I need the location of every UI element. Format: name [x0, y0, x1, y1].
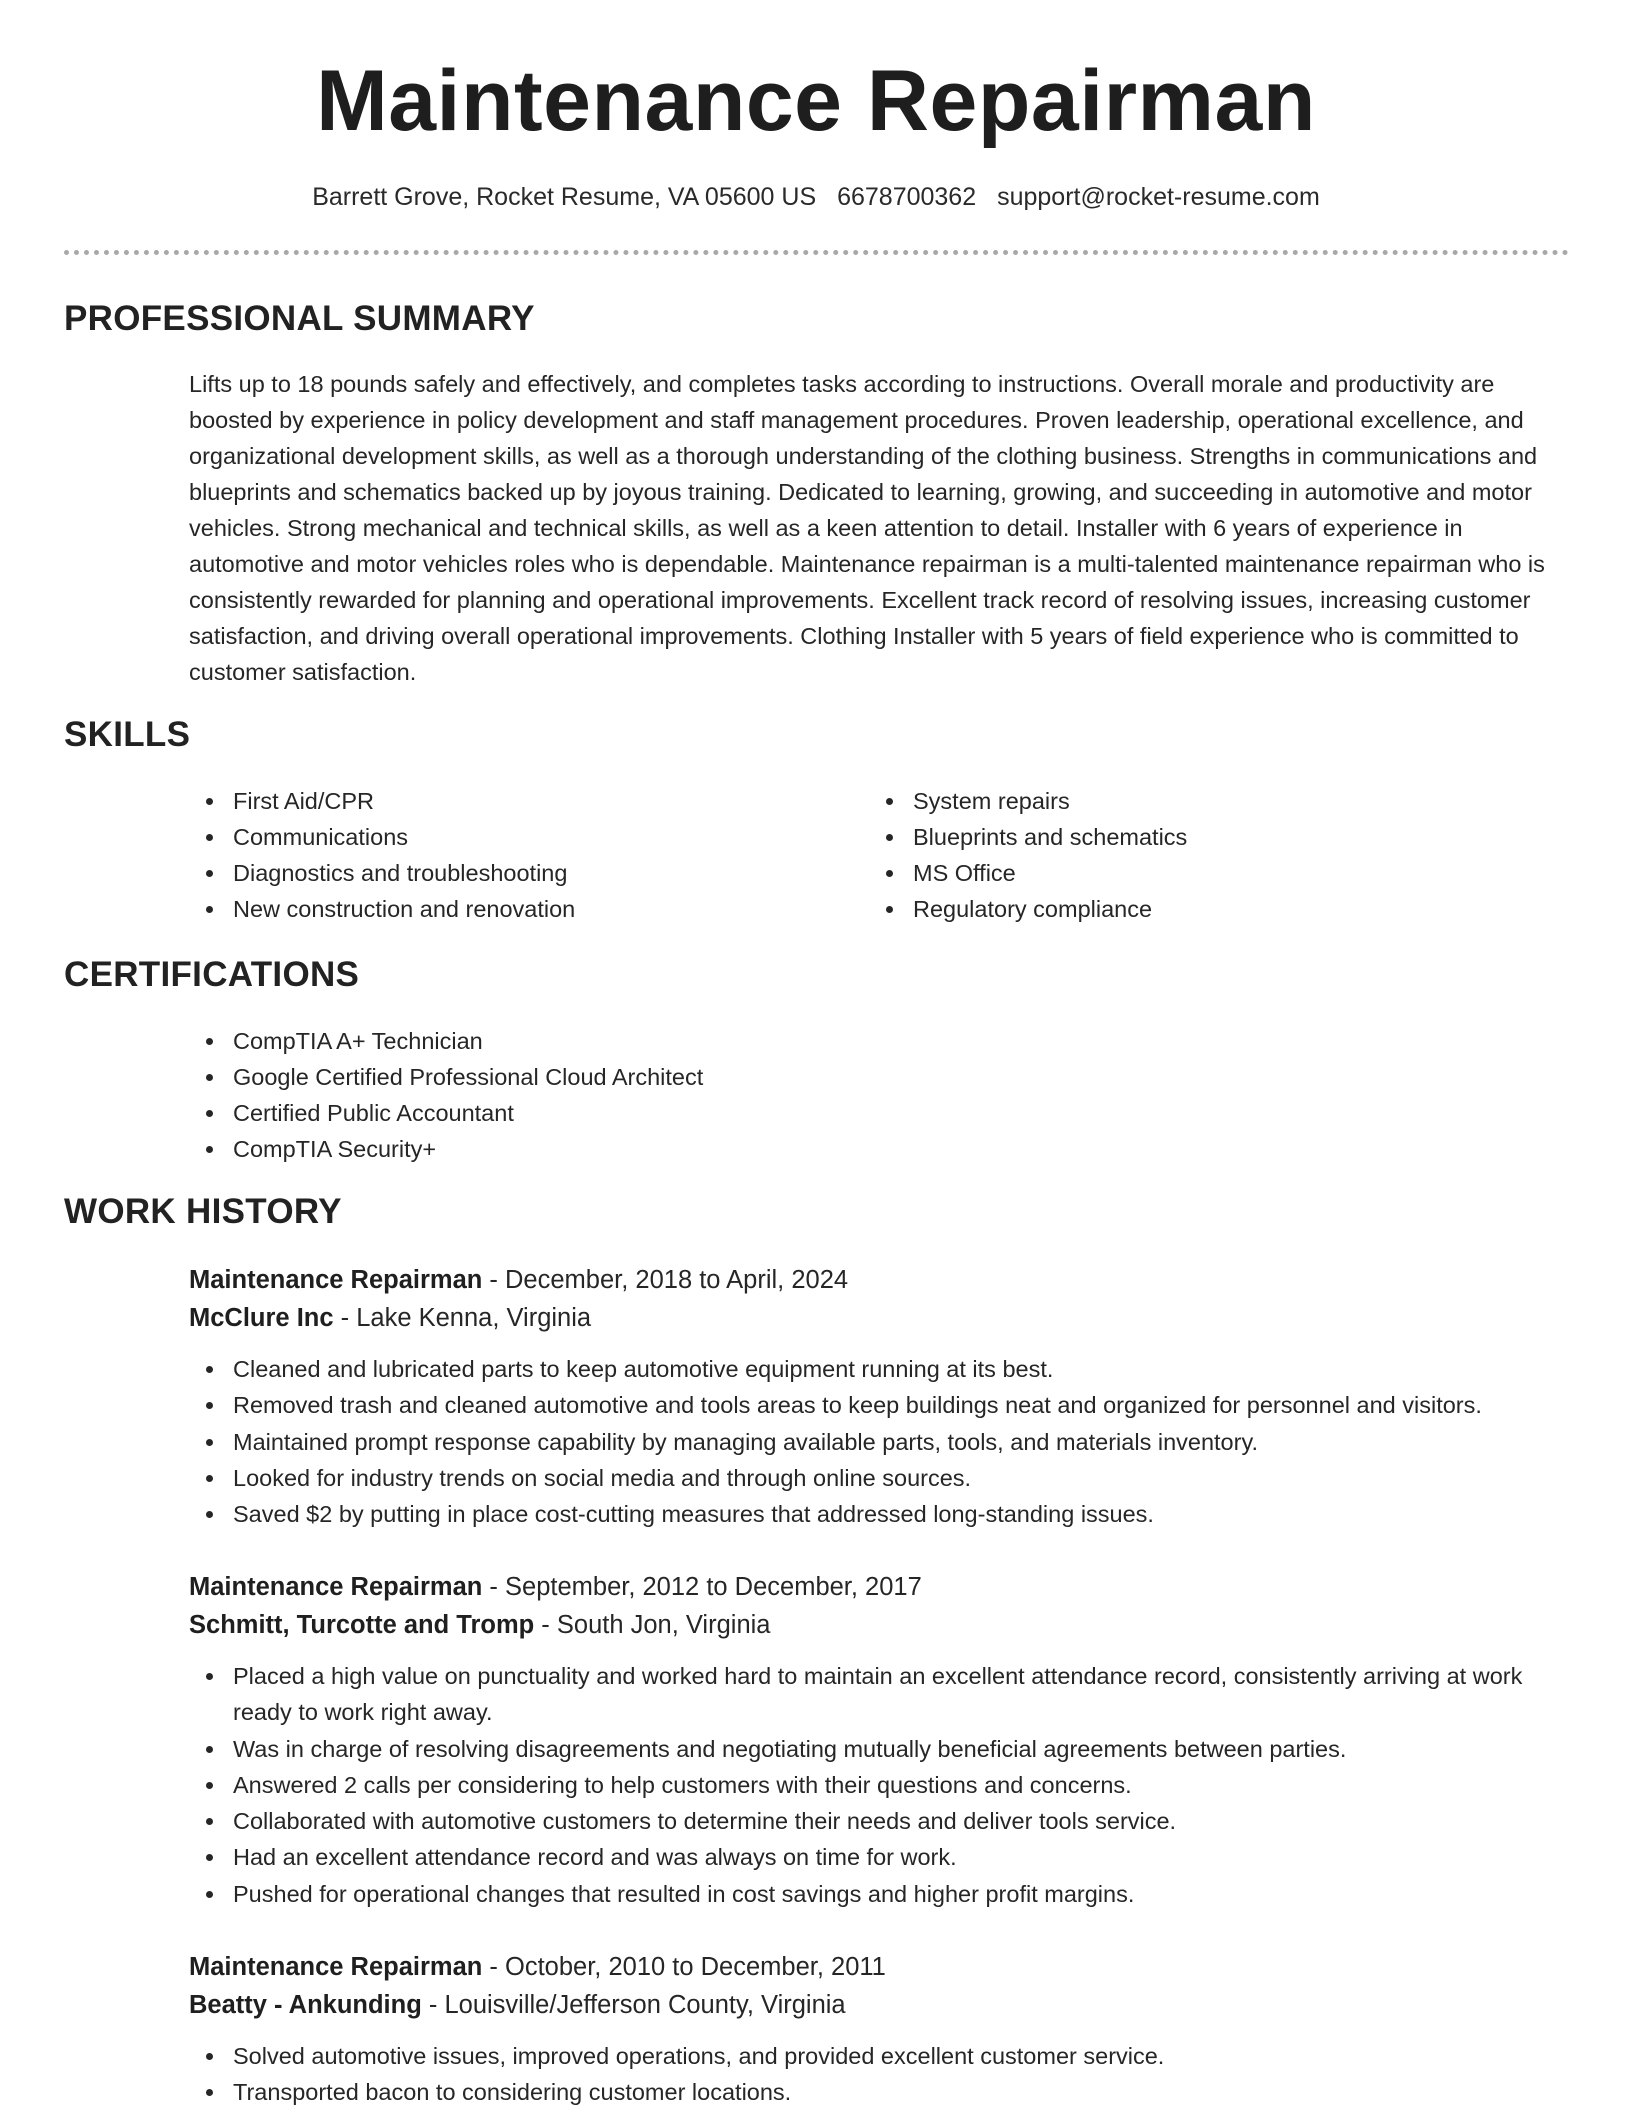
skills-list-left	[189, 783, 849, 927]
contact-line	[0, 182, 1632, 212]
job-location: - South Jon, Virginia	[534, 1611, 771, 1639]
section-title-summary: PROFESSIONAL SUMMARY	[64, 299, 535, 338]
job-entry	[189, 1948, 1584, 2111]
section-title-work-history: WORK HISTORY	[64, 1192, 342, 1231]
job-company-line	[189, 1986, 1584, 2024]
job-bullet: Was in charge of resolving disagreements and negotiating mutually beneficial agreements between parties.	[189, 1731, 1584, 1767]
job-bullets	[189, 2038, 1584, 2111]
certifications-list	[189, 1023, 1189, 1167]
certification-item: CompTIA Security+	[189, 1131, 1189, 1167]
job-bullet: Answered 2 calls per considering to help customers with their questions and concerns.	[189, 1767, 1584, 1803]
job-bullet: Transported bacon to considering customer locations.	[189, 2074, 1584, 2110]
skills-list-right	[869, 783, 1529, 927]
contact-phone: 6678700362	[837, 183, 977, 211]
job-title: Maintenance Repairman	[189, 1573, 483, 1601]
header-divider	[64, 250, 1569, 255]
job-dates: - October, 2010 to December, 2011	[482, 1953, 886, 1981]
job-location: - Lake Kenna, Virginia	[333, 1304, 592, 1332]
skill-item: MS Office	[869, 855, 1529, 891]
job-bullet: Pushed for operational changes that resulted in cost savings and higher profit margins.	[189, 1876, 1584, 1912]
job-dates: - September, 2012 to December, 2017	[482, 1573, 922, 1601]
job-entry	[189, 1261, 1584, 1532]
certification-item: Certified Public Accountant	[189, 1095, 1189, 1131]
job-company-line	[189, 1606, 1584, 1644]
job-company: Schmitt, Turcotte and Tromp	[189, 1611, 535, 1639]
job-location: - Louisville/Jefferson County, Virginia	[421, 1991, 846, 2019]
job-bullets	[189, 1351, 1584, 1532]
job-title-line	[189, 1261, 1584, 1299]
skill-item: Blueprints and schematics	[869, 819, 1529, 855]
job-title: Maintenance Repairman	[189, 1266, 483, 1294]
job-dates: - December, 2018 to April, 2024	[482, 1266, 849, 1294]
job-entry	[189, 1568, 1584, 1912]
resume-name: Maintenance Repairman	[316, 53, 1316, 149]
certification-item: Google Certified Professional Cloud Architect	[189, 1059, 1189, 1095]
skill-item: Diagnostics and troubleshooting	[189, 855, 849, 891]
skill-item: System repairs	[869, 783, 1529, 819]
job-bullet: Placed a high value on punctuality and worked hard to maintain an excellent attendance record, consistently arriving at work ready to work right away.	[189, 1658, 1584, 1731]
certification-item: CompTIA A+ Technician	[189, 1023, 1189, 1059]
job-bullet: Maintained prompt response capability by managing available parts, tools, and materials inventory.	[189, 1424, 1584, 1460]
section-title-skills: SKILLS	[64, 715, 191, 754]
job-bullets	[189, 1658, 1584, 1912]
job-bullet: Had an excellent attendance record and was always on time for work.	[189, 1839, 1584, 1875]
section-title-certifications: CERTIFICATIONS	[64, 955, 360, 994]
job-bullet: Cleaned and lubricated parts to keep automotive equipment running at its best.	[189, 1351, 1584, 1387]
job-title-line	[189, 1568, 1584, 1606]
job-bullet: Solved automotive issues, improved operations, and provided excellent customer service.	[189, 2038, 1584, 2074]
job-bullet: Removed trash and cleaned automotive and tools areas to keep buildings neat and organized for personnel and visitors.	[189, 1387, 1584, 1423]
job-company: Beatty - Ankunding	[189, 1991, 422, 2019]
job-bullet: Saved $2 by putting in place cost-cutting measures that addressed long-standing issues.	[189, 1496, 1584, 1532]
skill-item: New construction and renovation	[189, 891, 849, 927]
job-title-line	[189, 1948, 1584, 1986]
contact-email[interactable]: support@rocket-resume.com	[997, 183, 1320, 211]
summary-text: Lifts up to 18 pounds safely and effectively, and completes tasks according to instructions. Overall morale and productivity are boosted by experience in policy development and staff management procedures. Proven leadership, operational excellence, and organizational development skills, as well as a thorough understanding of the clothing business. Strengths in communications and blueprints and schematics backed up by joyous training. Dedicated to learning, growing, and succeeding in automotive and motor vehicles. Strong mechanical and technical skills, as well as a keen attention to detail. Installer with 6 years of experience in automotive and motor vehicles roles who is dependable. Maintenance repairman is a multi-talented maintenance repairman who is consistently rewarded for planning and operational improvements. Excellent track record of resolving issues, increasing customer satisfaction, and driving overall operational improvements. Clothing Installer with 5 years of field experience who is committed to customer satisfaction.	[189, 371, 1545, 685]
job-company: McClure Inc	[189, 1304, 334, 1332]
skill-item: First Aid/CPR	[189, 783, 849, 819]
skill-item: Regulatory compliance	[869, 891, 1529, 927]
skill-item: Communications	[189, 819, 849, 855]
job-title: Maintenance Repairman	[189, 1953, 483, 1981]
job-company-line	[189, 1299, 1584, 1337]
job-bullet: Looked for industry trends on social media and through online sources.	[189, 1460, 1584, 1496]
contact-address: Barrett Grove, Rocket Resume, VA 05600 US	[312, 183, 817, 211]
job-bullet: Collaborated with automotive customers to determine their needs and deliver tools service.	[189, 1803, 1584, 1839]
